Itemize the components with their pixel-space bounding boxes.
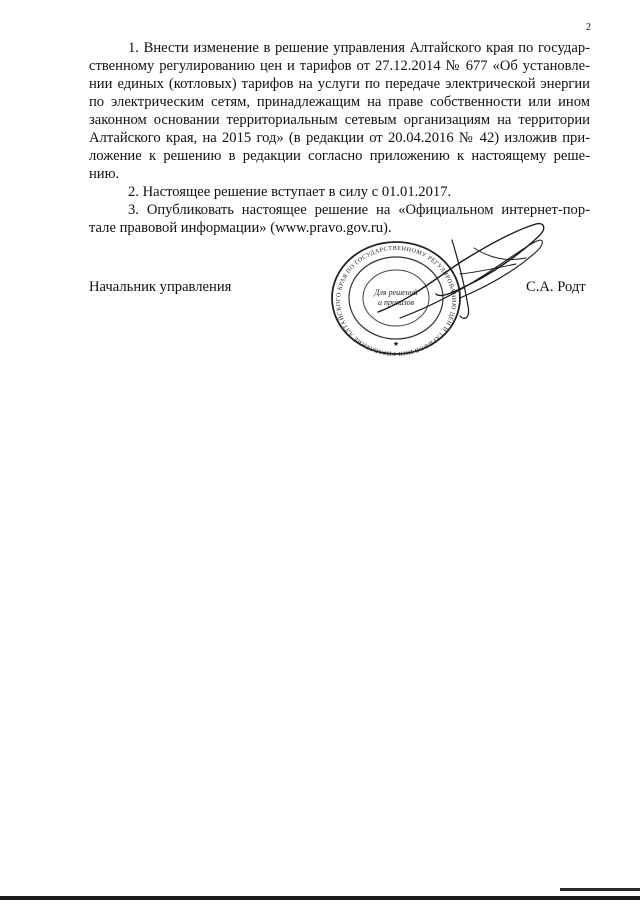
paragraph-1-line-8: нию. [89,166,120,182]
paragraph-1-line-1: 1. Внести изменение в решение управления Алтайского края по государ- [128,40,590,56]
paragraph-1-line-6: Алтайского края, на 2015 год» (в редакции от 20.04.2016 № 42) изложив при- [89,130,590,146]
paragraph-1-line-7: ложение к решению в редакции согласно приложению к настоящему реше- [89,148,590,164]
paragraph-1-line-5: законном основании территориальным сетевым организациям на территории [89,112,590,128]
handwritten-signature [340,214,550,334]
seal-ring-text: УПРАВЛЕНИЕ АЛТАЙСКОГО КРАЯ ПО ГОСУДАРСТВЕННОМУ РЕГУЛИРОВАНИЮ ЦЕН И ТАРИФОВ ИНН [334,244,458,356]
paragraph-1-line-2: ственному регулированию цен и тарифов от 27.12.2014 № 677 «Об установле- [89,58,590,74]
paragraph-1-line-4: по электрическим сетям, принадлежащим на праве собственности или ином [89,94,590,110]
page-number: 2 [586,22,591,33]
paragraph-3-line-2: тале правовой информации» (www.pravo.gov.ru). [89,220,392,236]
paragraph-1-line-3: нии единых (котловых) тарифов на услуги по передаче электрической энергии [89,76,590,92]
seal-star-icon: ★ [392,340,400,348]
signature-name: С.А. Родт [526,279,586,295]
bottom-scan-edge-right [560,888,640,891]
signature-title: Начальник управления [89,279,232,295]
seal-center-line-1: Для решений [374,288,418,297]
paragraph-2: 2. Настоящее решение вступает в силу с 01.01.2017. [128,184,452,200]
paragraph-3-line-1: 3. Опубликовать настоящее решение на «Официальном интернет-пор- [128,202,590,218]
bottom-scan-edge [0,896,640,900]
seal-center-line-2: и приказов [377,298,415,307]
